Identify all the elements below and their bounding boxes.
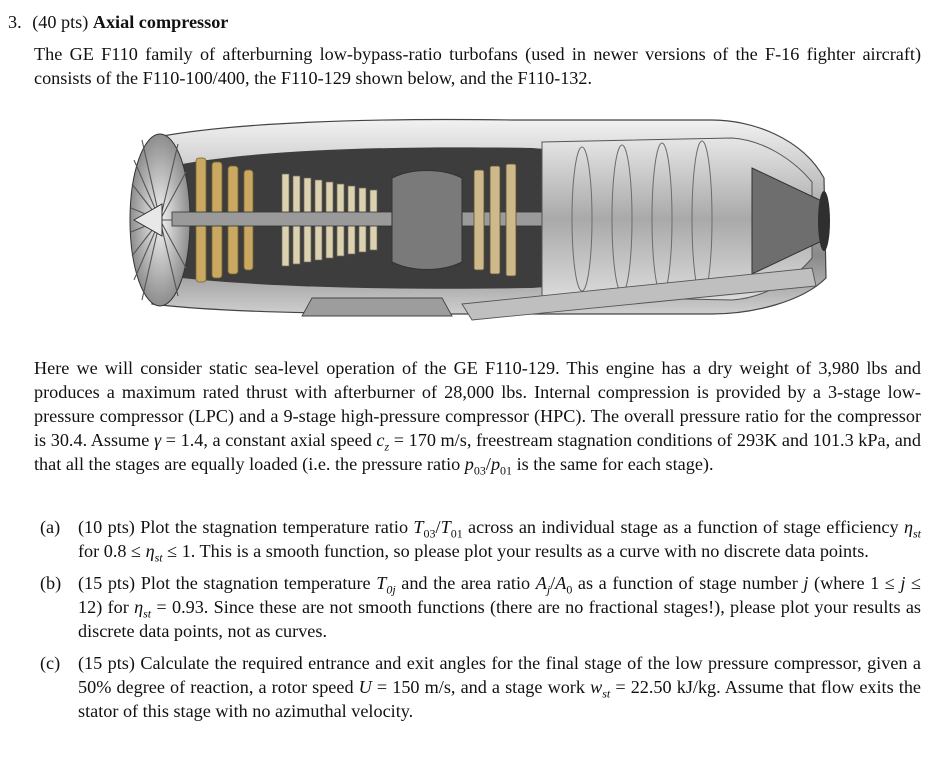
turbine-stages <box>474 164 516 276</box>
problem-parts-list <box>34 515 921 731</box>
part-c: (c) (15 pts) Calculate the required entrance and exit angles for the final stage of the low pressure compressor, given a 50% degree of reaction, a rotor speed U = 150 m/s, and a stage work $w_{st} = 22.50$ kJ/kg. Assume that flow exits the stator of this stage with no azimuthal velocity. <box>40 653 921 721</box>
problem-points: (40 pts) <box>32 12 89 32</box>
nozzle-exit <box>818 191 830 251</box>
part-a: (a) (10 pts) Plot the stagnation temperature ratio $T_{03}/T_{01}$ across an individual stage as a function of stage efficiency $\eta_{st}$ for $0.8 \le \eta_{st} \le 1$. This is a smooth function, so please plot your results as a curve with no discrete data points. <box>40 517 921 565</box>
part-a-label: (a) <box>40 517 61 537</box>
part-c-label: (c) <box>40 653 61 673</box>
accessory-gearbox <box>302 298 452 316</box>
combustor <box>392 171 462 270</box>
problem-heading <box>8 10 228 34</box>
part-b-label: (b) <box>40 573 62 593</box>
engine-cutaway-illustration <box>112 108 838 332</box>
body-paragraph: Here we will consider static sea-level operation of the GE F110-129. This engine has a dry weight of 3,980 lbs and produces a maximum rated thrust with afterburner of 28,000 lbs. Internal compression is provided by a 3-stage low-pressure compressor (LPC) and a 9-stage high-pressure compressor (HPC). The overall pressure ratio for the compressor is 30.4. Assume γ = 1.4, a constant axial speed $c_z = 170$ m/s, freestream stagnation conditions of 293K and 101.3 kPa, and that all the stages are equally loaded (i.e. the pressure ratio $p_{03}/p_{01}$ is the same for each stage). <box>34 358 921 478</box>
problem-title: Axial compressor <box>92 12 229 32</box>
problem-number: 3. <box>8 12 22 32</box>
intro-paragraph: The GE F110 family of afterburning low-bypass-ratio turbofans (used in newer versions of the F-16 fighter aircraft) consists of the F110-100/400, the F110-129 shown below, and the F110-132. <box>34 44 921 88</box>
part-b: (b) (15 pts) Plot the stagnation temperature $T_{0j}$ and the area ratio $A_j/A_0$ as a function of stage number j (where 1 ≤ j ≤ 12) for $\eta_{st} = 0.93$. Since these are not smooth functions (there are no fractional stages!), please plot your results as discrete data points, not as curves. <box>40 573 921 641</box>
